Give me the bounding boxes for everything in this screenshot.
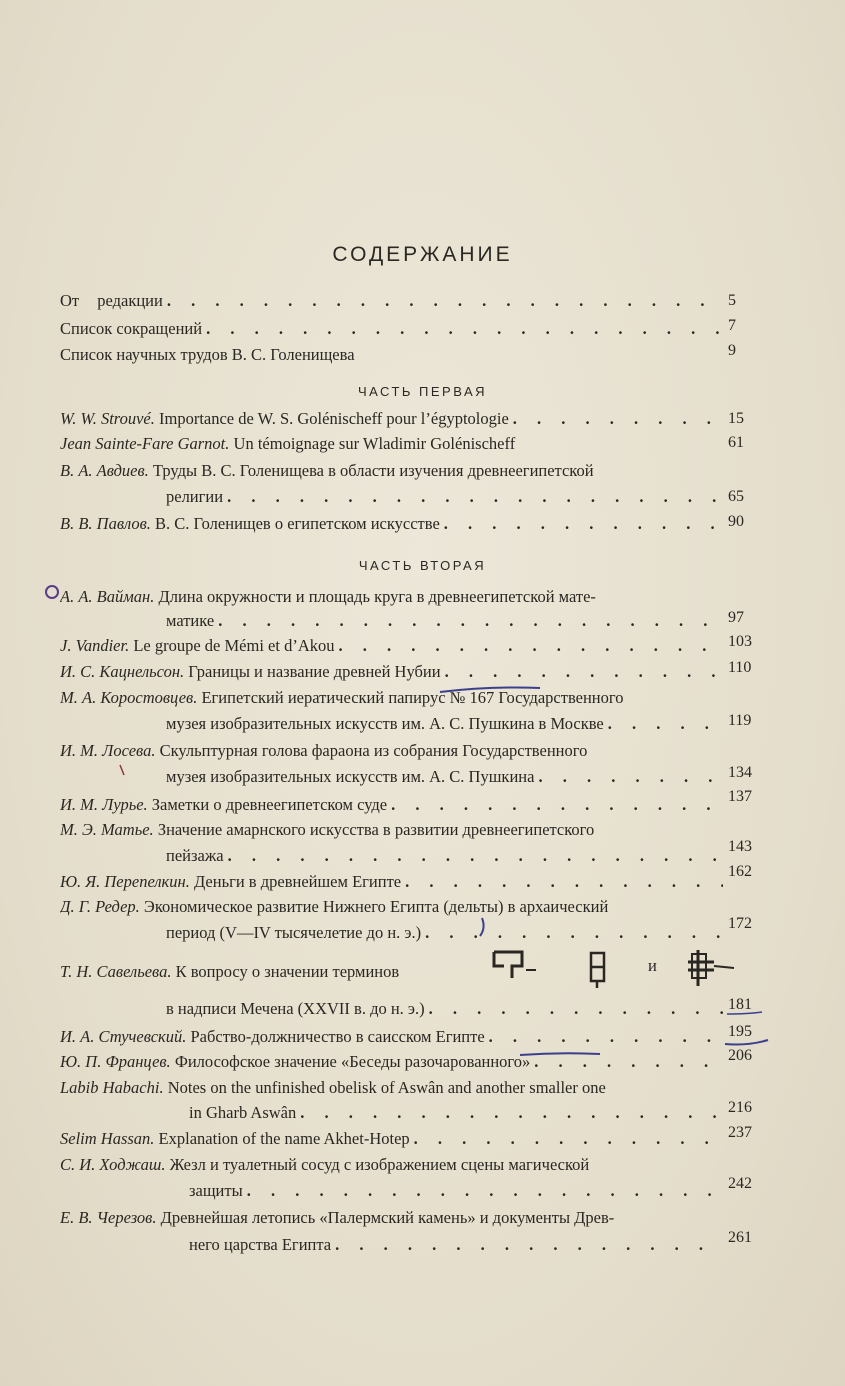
entry-author: Ю. П. Францев. bbox=[60, 1052, 171, 1071]
entry-title: Жезл и туалетный сосуд с изображением сцены магической bbox=[169, 1155, 590, 1174]
entry-title: Un témoignage sur Wladimir Golénischeff bbox=[233, 434, 516, 453]
toc-entry[interactable] bbox=[60, 658, 723, 682]
page-number: 181 bbox=[728, 996, 752, 1013]
entry-author: В. В. Павлов. bbox=[60, 514, 151, 533]
toc-entry-abbreviations[interactable] bbox=[60, 315, 723, 339]
entry-author: J. Vandier. bbox=[60, 636, 130, 655]
entry-title: Le groupe de Mémi et d’Akou bbox=[133, 636, 335, 655]
entry-title: Рабство-должничество в саисском Египте bbox=[190, 1027, 485, 1046]
entry-author: W. W. Strouvé. bbox=[60, 409, 155, 428]
page-number: 261 bbox=[728, 1229, 752, 1246]
page-number: 97 bbox=[728, 609, 744, 626]
section-heading-part2: ЧАСТЬ ВТОРАЯ bbox=[358, 558, 487, 573]
entry-title-cont: in Gharb Aswân bbox=[189, 1103, 297, 1122]
entry-author: И. М. Лосева. bbox=[60, 741, 156, 760]
toc-entry-continuation bbox=[166, 483, 723, 507]
toc-entry[interactable] bbox=[60, 430, 723, 454]
page-number: 242 bbox=[728, 1175, 752, 1192]
toc-entry-continuation bbox=[166, 919, 723, 943]
entry-title-cont: пейзажа bbox=[166, 846, 224, 865]
entry-title-cont: музея изобразительных искусств им. А. С. Пушкина bbox=[166, 767, 535, 786]
page-number: 5 bbox=[728, 292, 736, 309]
toc-entry[interactable] bbox=[60, 583, 723, 607]
entry-author: В. А. Авдиев. bbox=[60, 461, 149, 480]
entry-author: И. А. Стучевский. bbox=[60, 1027, 187, 1046]
entry-title: Философское значение «Беседы разочарованного» bbox=[174, 1052, 531, 1071]
toc-entry[interactable] bbox=[60, 405, 723, 429]
entry-title-cont: матике bbox=[166, 611, 215, 630]
toc-entry[interactable] bbox=[60, 684, 723, 708]
page-number: 7 bbox=[728, 317, 736, 334]
entry-title: Древнейшая летопись «Палермский камень» и документы Древ- bbox=[160, 1208, 615, 1227]
entry-title: Заметки о древнеегипетском суде bbox=[151, 795, 388, 814]
entry-title: Границы и название древней Нубии bbox=[188, 662, 441, 681]
toc-entry[interactable] bbox=[60, 457, 723, 481]
entry-title: Список научных трудов В. С. Голенищева bbox=[60, 345, 355, 364]
toc-entry-continuation bbox=[166, 995, 723, 1019]
page-number: 110 bbox=[728, 659, 752, 676]
entry-title: Труды В. С. Голенищева в области изучения древнеегипетской bbox=[152, 461, 594, 480]
toc-entry-continuation bbox=[166, 607, 723, 631]
entry-title: В. С. Голенищев о египетском искусстве bbox=[155, 514, 440, 533]
toc-entry-continuation bbox=[189, 1231, 723, 1255]
page-number: 237 bbox=[728, 1124, 752, 1141]
entry-title-tail: и bbox=[648, 956, 657, 975]
entry-title: Значение амарнского искусства в развитии древнеегипетского bbox=[157, 820, 595, 839]
toc-entry[interactable] bbox=[60, 1204, 723, 1228]
entry-title: Экономическое развитие Нижнего Египта (дельты) в архаический bbox=[143, 897, 609, 916]
toc-entry[interactable] bbox=[60, 893, 723, 917]
entry-author: А. А. Вайман. bbox=[60, 587, 155, 606]
entry-author: М. А. Коростовцев. bbox=[60, 688, 198, 707]
entry-author: Т. Н. Савельева. bbox=[60, 962, 172, 981]
entry-title: Importance de W. S. Golénischeff pour l’égyptologie bbox=[159, 409, 509, 428]
page-number: 172 bbox=[728, 915, 752, 932]
page-number: 119 bbox=[728, 712, 752, 729]
toc-entry-continuation bbox=[166, 763, 723, 787]
toc-entry-continuation bbox=[166, 710, 723, 734]
entry-author: М. Э. Матье. bbox=[60, 820, 154, 839]
toc-entry[interactable] bbox=[60, 1023, 723, 1047]
toc-entry[interactable] bbox=[60, 1074, 723, 1098]
page-number: 103 bbox=[728, 633, 752, 650]
page-number: 65 bbox=[728, 488, 744, 505]
toc-entry[interactable] bbox=[60, 958, 480, 982]
entry-author: И. М. Лурье. bbox=[60, 795, 148, 814]
toc-entry-continuation bbox=[189, 1099, 723, 1123]
entry-title-cont: период (V—IV тысячелетие до н. э.) bbox=[166, 923, 422, 942]
entry-title: Деньги в древнейшем Египте bbox=[193, 872, 402, 891]
toc-entry-bibliography[interactable] bbox=[60, 341, 723, 365]
toc-entry[interactable] bbox=[60, 816, 723, 840]
page-number: 216 bbox=[728, 1099, 752, 1116]
entry-title: Explanation of the name Akhet-Hotep bbox=[158, 1129, 410, 1148]
page-number: 61 bbox=[728, 434, 744, 451]
entry-title-cont: религии bbox=[166, 487, 224, 506]
entry-title: К вопросу о значении терминов bbox=[175, 962, 400, 981]
entry-author: С. И. Ходжаш. bbox=[60, 1155, 166, 1174]
entry-title: Египетский иератический папирус № 167 Государственного bbox=[201, 688, 624, 707]
entry-title: Скульптурная голова фараона из собрания Государственного bbox=[159, 741, 588, 760]
hieroglyph-2-icon bbox=[588, 950, 608, 990]
toc-entry[interactable] bbox=[60, 1125, 723, 1149]
page-number: 15 bbox=[728, 410, 744, 427]
page-title: СОДЕРЖАНИЕ bbox=[332, 243, 513, 266]
entry-author: Ю. Я. Перепелкин. bbox=[60, 872, 190, 891]
page-number: 134 bbox=[728, 764, 752, 781]
entry-author: Selim Hassan. bbox=[60, 1129, 155, 1148]
entry-author: Д. Г. Редер. bbox=[60, 897, 140, 916]
toc-entry[interactable] bbox=[60, 1048, 723, 1072]
toc-entry[interactable] bbox=[60, 1151, 723, 1175]
page-number: 162 bbox=[728, 863, 752, 880]
toc-entry[interactable] bbox=[60, 737, 723, 761]
entry-author: Е. В. Черезов. bbox=[60, 1208, 157, 1227]
entry-author: Jean Sainte-Fare Garnot. bbox=[60, 434, 230, 453]
entry-author: Labib Habachi. bbox=[60, 1078, 164, 1097]
entry-title: От редакции bbox=[60, 291, 163, 310]
entry-title: Список сокращений bbox=[60, 319, 203, 338]
toc-entry-continuation bbox=[166, 842, 723, 866]
entry-title-cont: защиты bbox=[189, 1181, 243, 1200]
page-number: 137 bbox=[728, 788, 752, 805]
page-number: 90 bbox=[728, 513, 744, 530]
section-heading-part1: ЧАСТЬ ПЕРВАЯ bbox=[357, 384, 488, 399]
entry-title-cont: него царства Египта bbox=[189, 1235, 332, 1254]
page-number: 9 bbox=[728, 342, 736, 359]
entry-title: Длина окружности и площадь круга в древнеегипетской мате- bbox=[158, 587, 596, 606]
toc-entry-continuation bbox=[189, 1177, 723, 1201]
toc-entry[interactable] bbox=[60, 868, 723, 892]
hieroglyph-3-icon bbox=[684, 946, 740, 988]
page-number: 195 bbox=[728, 1023, 752, 1040]
toc-entry[interactable] bbox=[60, 791, 723, 815]
page-number: 206 bbox=[728, 1047, 752, 1064]
toc-entry[interactable] bbox=[60, 510, 723, 534]
toc-entry[interactable] bbox=[60, 632, 723, 656]
toc-entry-editorial[interactable] bbox=[60, 287, 723, 311]
page-number: 143 bbox=[728, 838, 752, 855]
entry-title-cont: музея изобразительных искусств им. А. С. Пушкина в Москве bbox=[166, 714, 604, 733]
entry-author: И. С. Кацнельсон. bbox=[60, 662, 185, 681]
hieroglyph-1-icon bbox=[490, 948, 540, 984]
entry-title-cont: в надписи Мечена (XXVII в. до н. э.) bbox=[166, 999, 425, 1018]
entry-title: Notes on the unfinished obelisk of Aswân and another smaller one bbox=[167, 1078, 606, 1097]
